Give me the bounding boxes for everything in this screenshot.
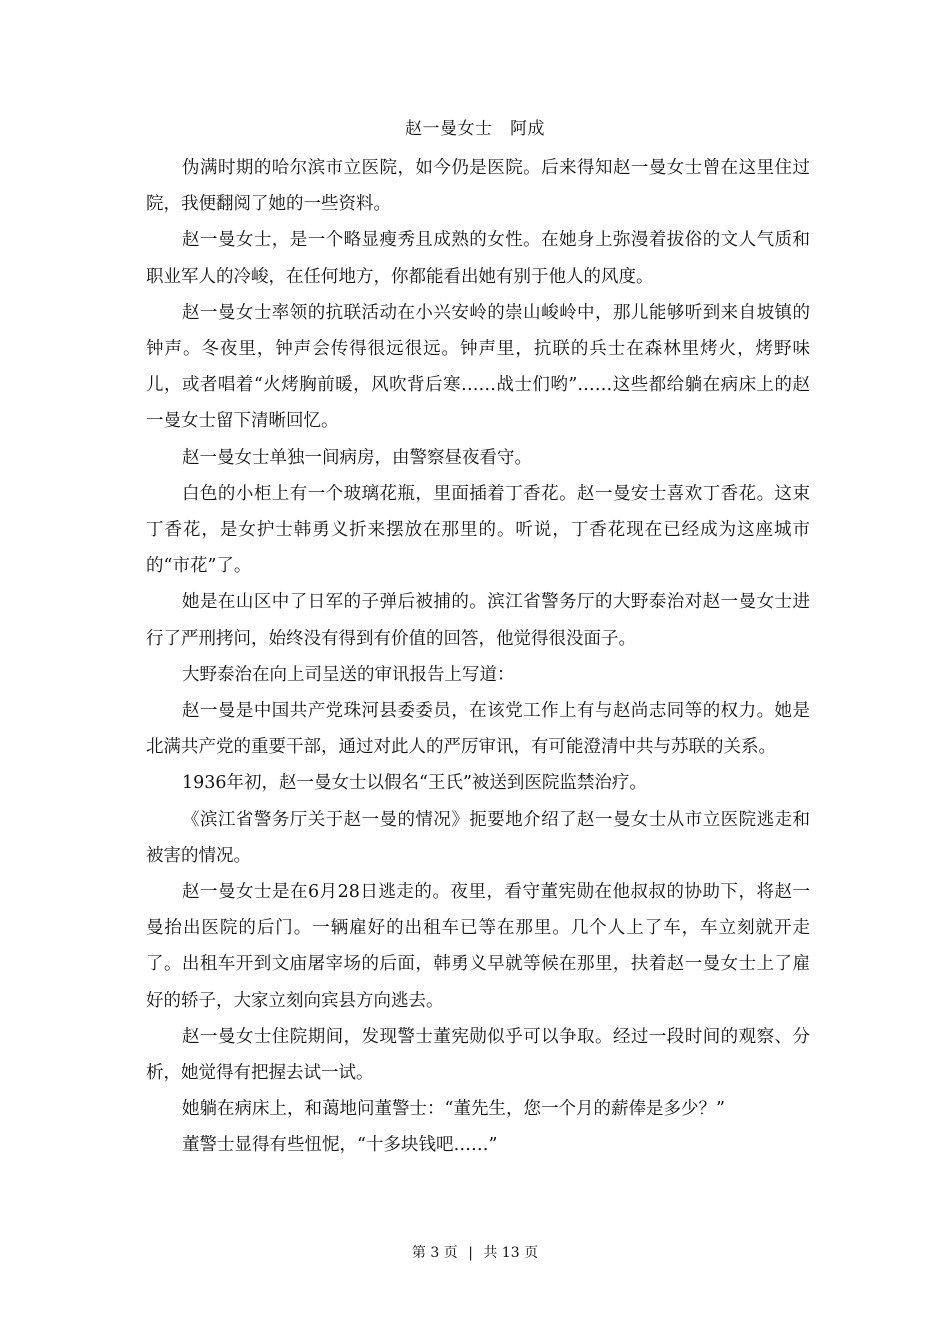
paragraph: 赵一曼女士住院期间，发现警士董宪勋似乎可以争取。经过一段时间的观察、分析，她觉得有把握去试一试。 xyxy=(146,1026,810,1084)
paragraph: 赵一曼是中国共产党珠河县委委员，在该党工作上有与赵尚志同等的权力。她是北满共产党的重要干部，通过对此人的严厉审讯，有可能澄清中共与苏联的关系。 xyxy=(146,701,810,758)
paragraph: 董警士显得有些忸怩，“十多块钱吧……” xyxy=(182,1135,498,1156)
total-pages: 共 13 页 xyxy=(483,1245,539,1261)
paragraph: 她是在山区中了日军的子弹后被捕的。滨江省警务厅的大野泰治对赵一曼女士进行了严刑拷问，始终没有得到有价值的回答，他觉得很没面子。 xyxy=(146,592,810,649)
paragraph: 赵一曼女士率领的抗联活动在小兴安岭的崇山峻岭中，那儿能够听到来自坡镇的钟声。冬夜里，钟声会传得很远很远。钟声里，抗联的兵士在森林里烤火，烤野味儿，或者唱着“火烤胸前暖，风吹背后寒……战士们哟”……这些都给躺在病床上的赵一曼女士留下清晰回忆。 xyxy=(146,302,810,432)
paragraph: 伪满时期的哈尔滨市立医院，如今仍是医院。后来得知赵一曼女士曾在这里住过院，我便翻阅了她的一些资料。 xyxy=(146,158,810,215)
paragraph: 她躺在病床上，和蔼地问董警士：“董先生，您一个月的薪俸是多少？” xyxy=(182,1099,725,1120)
article-body xyxy=(146,150,810,1164)
paragraph: 1936年初，赵一曼女士以假名“王氏”被送到医院监禁治疗。 xyxy=(182,773,647,794)
paragraph: 大野泰治在向上司呈送的审讯报告上写道： xyxy=(182,664,515,685)
footer-separator: | xyxy=(468,1245,473,1261)
paragraph: 《滨江省警务厅关于赵一曼的情况》扼要地介绍了赵一曼女士从市立医院逃走和被害的情况。 xyxy=(146,809,810,866)
paragraph: 赵一曼女士单独一间病房，由警察昼夜看守。 xyxy=(182,447,532,468)
paragraph: 白色的小柜上有一个玻璃花瓶，里面插着丁香花。赵一曼安士喜欢丁香花。这束丁香花，是女护士韩勇义折来摆放在那里的。听说，丁香花现在已经成为这座城市的“市花”了。 xyxy=(146,483,810,577)
article-title: 赵一曼女士 阿成 xyxy=(405,119,545,139)
page-footer xyxy=(0,1243,950,1263)
paragraph: 赵一曼女士是在6月28日逃走的。夜里，看守董宪勋在他叔叔的协助下，将赵一曼抬出医院的后门。一辆雇好的出租车已等在那里。几个人上了车，车立刻就开走了。出租车开到文庙屠宰场的后面，韩勇义早就等候在那里，扶着赵一曼女士上了雇好的轿子，大家立刻向宾县方向逃去。 xyxy=(146,882,810,1011)
paragraph: 赵一曼女士，是一个略显瘦秀且成熟的女性。在她身上弥漫着拔俗的文人气质和职业军人的冷峻，在任何地方，你都能看出她有别于他人的风度。 xyxy=(146,230,810,287)
page-number: 第 3 页 xyxy=(411,1245,458,1261)
